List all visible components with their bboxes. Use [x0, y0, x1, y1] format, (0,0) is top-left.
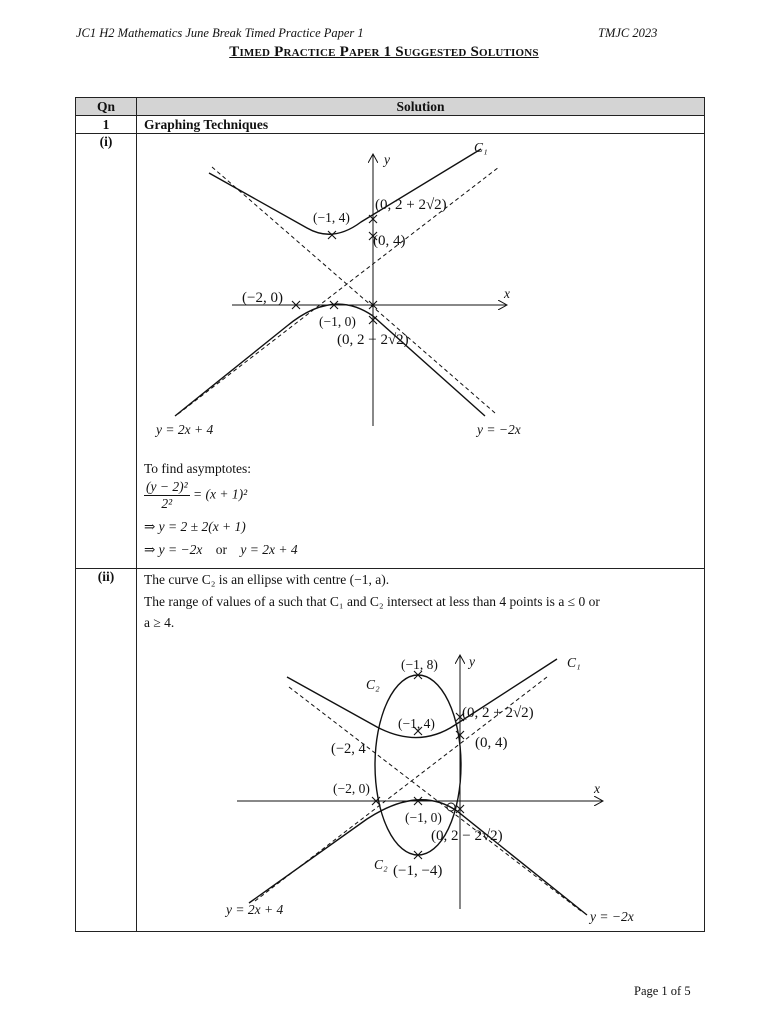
- question-number: 1: [76, 116, 137, 134]
- point-label-y-upper: (0, 2 + 2√2): [375, 197, 447, 213]
- point-label-y-lower: (0, 2 − 2√2): [337, 332, 409, 348]
- part-ii-line-3: a ≥ 4.: [144, 615, 175, 630]
- or-word: or: [215, 542, 228, 557]
- column-header-qn: Qn: [76, 98, 137, 116]
- working-equation-3: [144, 542, 298, 558]
- x-axis-label: x: [594, 781, 600, 796]
- fraction-numerator: (y − 2)²: [146, 479, 188, 494]
- page-number: Page 1 of 5: [634, 984, 691, 998]
- document-title: Timed Practice Paper 1 Suggested Solutions: [229, 44, 539, 60]
- part-ii-solution: [137, 569, 705, 932]
- equation-rhs: = (x + 1)²: [193, 486, 248, 502]
- point-label-ellipse-top: (−1, 8): [401, 657, 438, 672]
- point-label-y-lower: (0, 2 − 2√2): [431, 828, 503, 844]
- part-ii-line-1: The curve C₂ is an ellipse with centre (−1, a).: [144, 572, 390, 587]
- x-axis-label: x: [504, 286, 510, 301]
- point-markers: [292, 215, 377, 324]
- point-label-y-4: (0, 4): [373, 233, 406, 249]
- asymptote-left: [178, 167, 499, 414]
- asymptote-label-left: y = 2x + 4: [226, 902, 284, 917]
- point-label-y-4: (0, 4): [475, 735, 508, 751]
- header-right: TMJC 2023: [598, 26, 658, 40]
- solutions-table: [75, 97, 705, 932]
- point-label-y-upper: (0, 2 + 2√2): [462, 705, 534, 721]
- topic-title: Graphing Techniques: [137, 116, 705, 134]
- working-equation-2: ⇒ y = 2 ± 2(x + 1): [144, 519, 246, 534]
- working-intro: To find asymptotes:: [144, 461, 252, 476]
- curve-label-c1: C₁: [474, 140, 488, 155]
- part-i-solution: [137, 134, 705, 569]
- asymptote-1: ⇒ y = −2x: [144, 542, 203, 557]
- asymptote-label-right: y = −2x: [477, 422, 521, 437]
- point-label-bottom-turning: (−1, 0): [319, 314, 356, 329]
- fraction-denominator: 2²: [161, 496, 173, 511]
- y-axis-label: y: [384, 152, 390, 167]
- point-label-top-turning: (−1, 4): [398, 716, 435, 731]
- asymptote-2: y = 2x + 4: [240, 542, 298, 557]
- point-label-top-turning: (−1, 4): [313, 210, 350, 225]
- curve-label-c2-top: C₂: [366, 677, 380, 692]
- point-label-ellipse-bottom: (−1, −4): [393, 863, 443, 879]
- part-ii-label: (ii): [76, 569, 137, 932]
- y-axis-label: y: [469, 654, 475, 669]
- part-ii-line-2: The range of values of a such that C₁ and C₂ intersect at less than 4 points is a ≤ 0 or: [144, 594, 600, 609]
- working-equation-1: [144, 479, 247, 512]
- curve-label-c2-bottom: C₂: [374, 857, 388, 872]
- point-label-ellipse-left: (−2, 4: [331, 741, 366, 757]
- header-left: JC1 H2 Mathematics June Break Timed Practice Paper 1: [76, 26, 364, 40]
- point-label-x-left: (−2, 0): [242, 290, 283, 306]
- part-i-label: (i): [76, 134, 137, 569]
- asymptote-label-right: y = −2x: [590, 909, 634, 924]
- point-label-bottom-turning: (−1, 0): [405, 810, 442, 825]
- column-header-solution: Solution: [137, 98, 705, 116]
- asymptote-label-left: y = 2x + 4: [156, 422, 214, 437]
- curve-label-c1: C₁: [567, 655, 581, 670]
- point-label-x-left: (−2, 0): [333, 781, 370, 796]
